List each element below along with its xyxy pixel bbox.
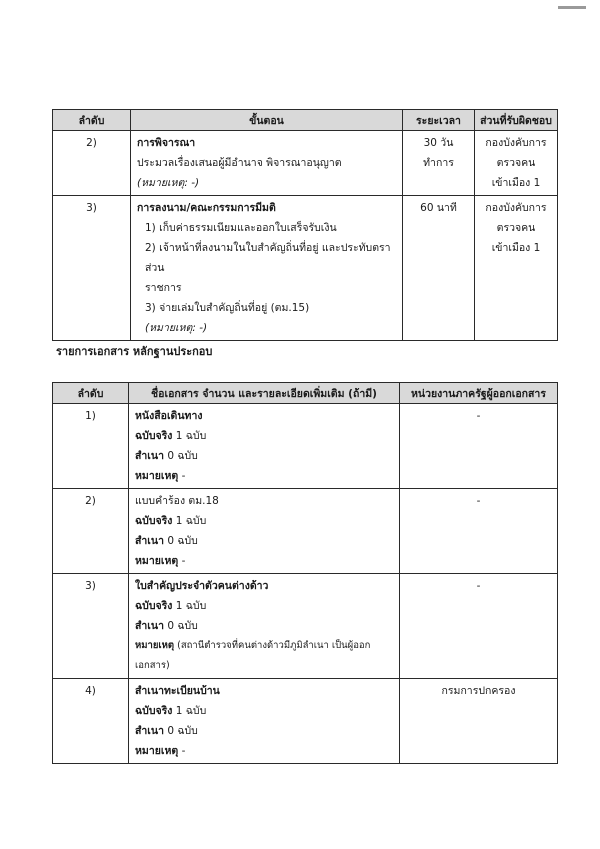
step-note: (หมายเหตุ: -) xyxy=(137,177,200,189)
doc-agency: กรมการปกครอง xyxy=(400,679,558,764)
doc-agency: - xyxy=(400,404,558,489)
doc-details xyxy=(129,679,400,764)
doc-number: 4) xyxy=(53,679,129,764)
copy-label: สำเนา xyxy=(135,450,164,462)
doc-agency: - xyxy=(400,574,558,679)
doc-details xyxy=(129,404,400,489)
doc-details xyxy=(129,574,400,679)
note-label: หมายเหตุ xyxy=(135,555,179,567)
original-label: ฉบับจริง xyxy=(135,600,173,612)
original-label: ฉบับจริง xyxy=(135,515,173,527)
step-title: การพิจารณา xyxy=(137,137,196,149)
step-time: 60 นาที xyxy=(403,196,475,341)
original-value: 1 ฉบับ xyxy=(175,600,207,612)
step-time: 30 วันทำการ xyxy=(403,131,475,196)
note-value: - xyxy=(181,555,186,567)
header-agency: หน่วยงานภาครัฐผู้ออกเอกสาร xyxy=(400,383,558,404)
corner-mark xyxy=(558,6,586,9)
step-note: (หมายเหตุ: -) xyxy=(145,322,208,334)
note-label: หมายเหตุ xyxy=(135,470,179,482)
step-line: 3) จ่ายเล่มใบสำคัญถิ่นที่อยู่ (ตม.15) xyxy=(145,302,310,314)
doc-name: หนังสือเดินทาง xyxy=(135,410,203,422)
original-value: 1 ฉบับ xyxy=(175,515,207,527)
original-label: ฉบับจริง xyxy=(135,430,173,442)
table-row xyxy=(53,404,558,489)
step-number: 2) xyxy=(53,131,131,196)
table-row xyxy=(53,196,558,341)
docs-section-title: รายการเอกสาร หลักฐานประกอบ xyxy=(56,345,213,358)
step-line: ราชการ xyxy=(145,282,182,294)
copy-value: 0 ฉบับ xyxy=(167,725,198,737)
copy-label: สำเนา xyxy=(135,620,164,632)
header-step: ขั้นตอน xyxy=(131,110,403,131)
table-row xyxy=(53,489,558,574)
note-value: - xyxy=(181,470,186,482)
doc-number: 3) xyxy=(53,574,129,679)
docs-header-row xyxy=(53,383,558,404)
note-value: (สถานีตำรวจที่คนต่างด้าวมีภูมิลำเนา เป็นผู้ออกเอกสาร) xyxy=(135,640,371,671)
step-number: 3) xyxy=(53,196,131,341)
original-label: ฉบับจริง xyxy=(135,705,173,717)
doc-name: ใบสำคัญประจำตัวคนต่างด้าว xyxy=(135,580,269,592)
step-unit: กองบังคับการตรวจคน เข้าเมือง 1 xyxy=(475,131,558,196)
doc-agency: - xyxy=(400,489,558,574)
step-unit: กองบังคับการตรวจคน เข้าเมือง 1 xyxy=(475,196,558,341)
table-row xyxy=(53,574,558,679)
header-time: ระยะเวลา xyxy=(403,110,475,131)
step-details xyxy=(131,196,403,341)
original-value: 1 ฉบับ xyxy=(175,430,207,442)
step-title: การลงนาม/คณะกรรมการมีมติ xyxy=(137,202,276,214)
table-row xyxy=(53,131,558,196)
copy-value: 0 ฉบับ xyxy=(167,620,198,632)
copy-label: สำเนา xyxy=(135,725,164,737)
steps-header-row xyxy=(53,110,558,131)
doc-number: 2) xyxy=(53,489,129,574)
note-label: หมายเหตุ xyxy=(135,745,179,757)
note-value: - xyxy=(181,745,186,757)
documents-table xyxy=(52,382,558,764)
doc-name: แบบคำร้อง ตม.18 xyxy=(135,495,219,507)
doc-name: สำเนาทะเบียนบ้าน xyxy=(135,685,220,697)
original-value: 1 ฉบับ xyxy=(175,705,207,717)
steps-table xyxy=(52,109,558,341)
header-no: ลำดับ xyxy=(53,383,129,404)
header-unit: ส่วนที่รับผิดชอบ xyxy=(475,110,558,131)
doc-number: 1) xyxy=(53,404,129,489)
step-line: ประมวลเรื่องเสนอผู้มีอำนาจ พิจารณาอนุญาต xyxy=(137,157,342,169)
note-label: หมายเหตุ xyxy=(135,640,175,651)
copy-value: 0 ฉบับ xyxy=(167,450,198,462)
copy-label: สำเนา xyxy=(135,535,164,547)
header-no: ลำดับ xyxy=(53,110,131,131)
table-row xyxy=(53,679,558,764)
step-line: 2) เจ้าหน้าที่ลงนามในใบสำคัญถิ่นที่อยู่ และประทับตราส่วน xyxy=(145,242,391,274)
doc-details xyxy=(129,489,400,574)
header-doc-name: ชื่อเอกสาร จำนวน และรายละเอียดเพิ่มเติม (ถ้ามี) xyxy=(129,383,400,404)
copy-value: 0 ฉบับ xyxy=(167,535,198,547)
step-line: 1) เก็บค่าธรรมเนียมและออกใบเสร็จรับเงิน xyxy=(145,222,337,234)
step-details xyxy=(131,131,403,196)
